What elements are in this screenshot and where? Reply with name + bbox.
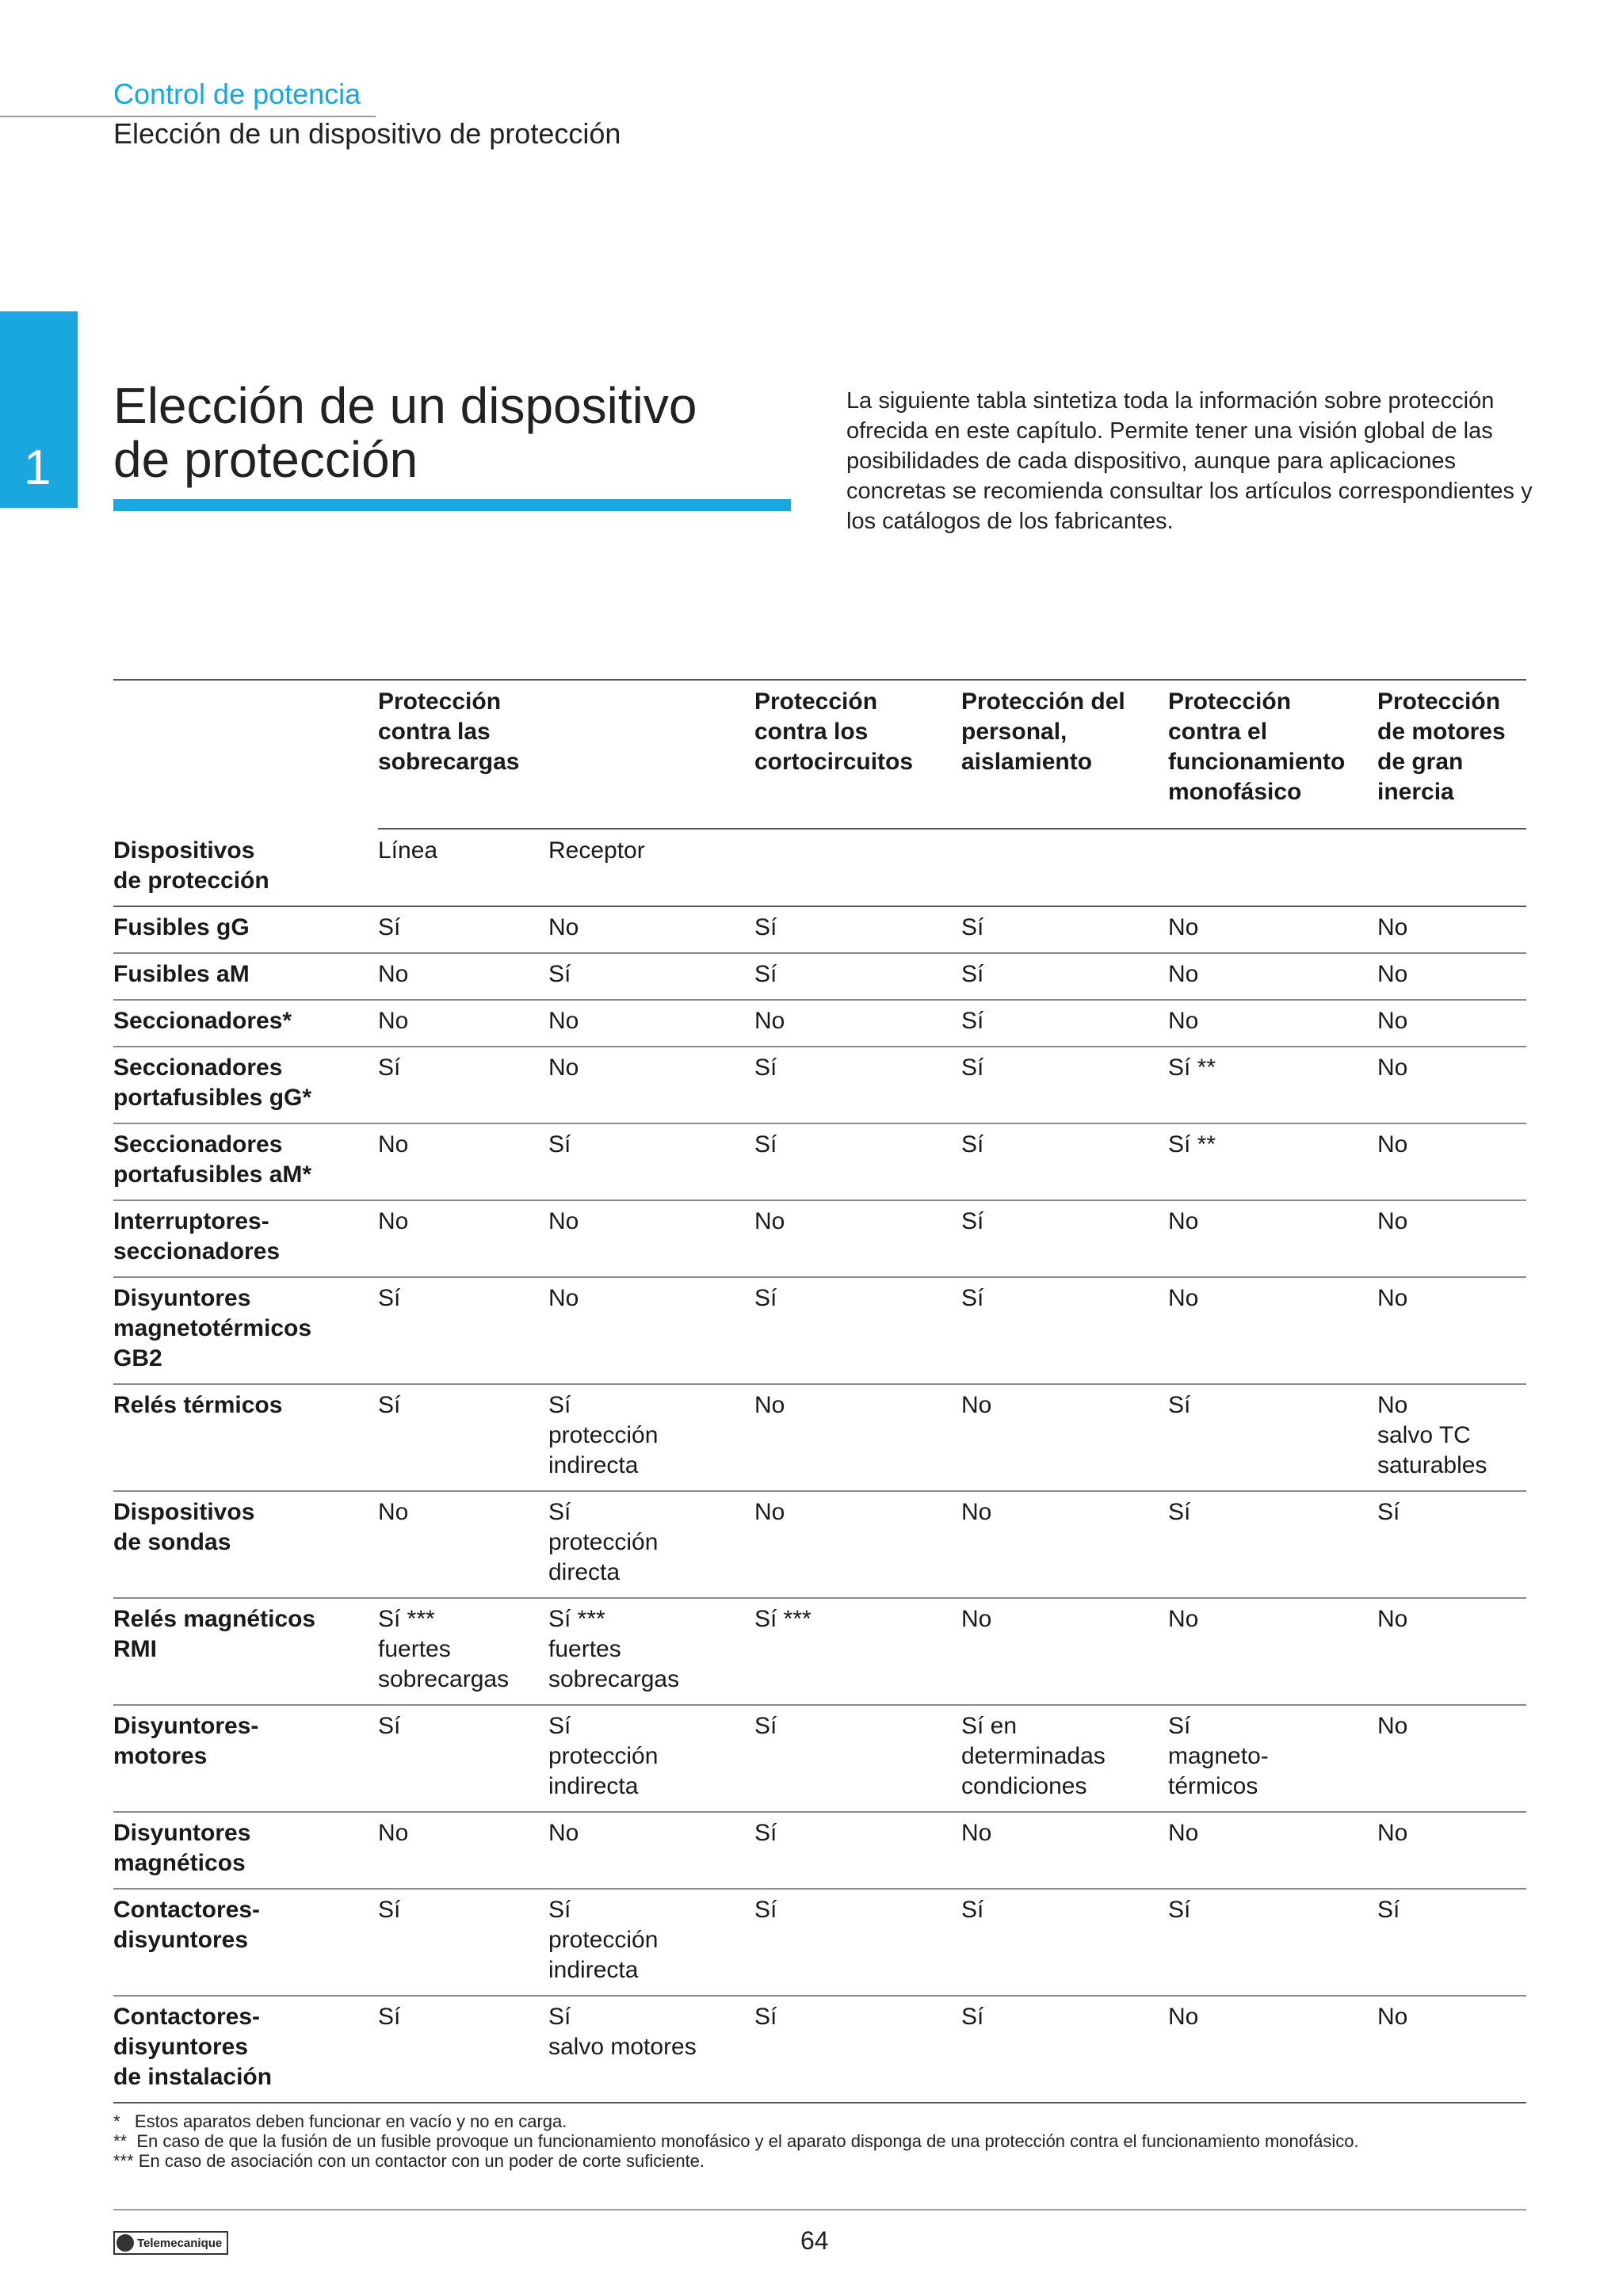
- table-cell: Sí: [754, 914, 777, 940]
- brand-name: Telemecanique: [137, 2236, 223, 2250]
- table-cell: No: [1377, 1131, 1408, 1158]
- device-name: Seccionadores portafusibles gG*: [113, 1055, 312, 1111]
- column-group-header: Protección del personal, aislamiento: [961, 688, 1125, 775]
- column-group-header: Protección contra los cortocircuitos: [754, 688, 914, 775]
- table-cell: No: [1377, 2004, 1408, 2030]
- table-cell: Sí **: [1168, 1055, 1216, 1081]
- table-top-rule: [113, 679, 1526, 681]
- table-cell: No salvo TC saturables: [1377, 1392, 1487, 1478]
- table-cell: No: [378, 1008, 409, 1034]
- table-cell: No: [1168, 1820, 1199, 1846]
- table-cell: Sí: [754, 1713, 777, 1739]
- subsection-title: Elección de un dispositivo de protección: [113, 117, 621, 150]
- table-cell: No: [378, 1131, 409, 1158]
- table-cell: No: [754, 1208, 785, 1234]
- brand-mark-icon: [116, 2234, 134, 2252]
- table-cell: No: [1377, 1008, 1408, 1034]
- chapter-number: 1: [24, 441, 52, 495]
- table-cell: Sí **: [1168, 1131, 1216, 1158]
- table-cell: Sí: [378, 1713, 401, 1739]
- table-cell: No: [1377, 1713, 1408, 1739]
- device-name: Fusibles aM: [113, 961, 250, 987]
- table-cell: Sí en determinadas condiciones: [961, 1713, 1106, 1799]
- column-group-header: Protección contra el funcionamiento monofásico: [1168, 688, 1346, 805]
- table-cell: No: [1377, 914, 1408, 940]
- device-name: Dispositivos de sondas: [113, 1499, 255, 1555]
- table-cell: No: [378, 1820, 409, 1846]
- header-rule: [378, 828, 1526, 830]
- device-name: Disyuntores magnéticos: [113, 1820, 251, 1876]
- row-divider: [113, 1490, 1526, 1492]
- table-cell: Sí: [961, 1055, 984, 1081]
- table-cell: Sí protección directa: [548, 1499, 659, 1585]
- table-cell: Sí: [961, 1285, 984, 1311]
- row-divider: [113, 1995, 1526, 1997]
- table-cell: Sí *** fuertes sobrecargas: [378, 1606, 510, 1692]
- row-divider: [113, 1383, 1526, 1385]
- table-cell: No: [378, 1499, 409, 1525]
- table-cell: No: [1168, 1008, 1199, 1034]
- device-name: Seccionadores*: [113, 1008, 292, 1034]
- device-name: Contactores- disyuntores: [113, 1897, 261, 1953]
- table-cell: No: [1377, 961, 1408, 987]
- row-divider: [113, 1046, 1526, 1047]
- row-divider: [113, 1123, 1526, 1124]
- table-cell: Sí: [754, 961, 777, 987]
- row-divider: [113, 1811, 1526, 1813]
- row-divider: [113, 1704, 1526, 1706]
- table-cell: Sí: [1168, 1392, 1191, 1418]
- footnote: *** En caso de asociación con un contactor con un poder de corte suficiente.: [113, 2151, 705, 2171]
- table-cell: Sí protección indirecta: [548, 1897, 659, 1983]
- table-cell: No: [754, 1008, 785, 1034]
- table-cell: Sí: [754, 2004, 777, 2030]
- table-cell: Sí: [378, 1392, 401, 1418]
- table-cell: No: [961, 1392, 992, 1418]
- brand-logo: [113, 2231, 228, 2255]
- table-cell: No: [548, 1008, 579, 1034]
- row-divider: [113, 999, 1526, 1001]
- table-cell: No: [1377, 1820, 1408, 1846]
- section-title: Control de potencia: [113, 78, 361, 110]
- table-bottom-rule: [113, 2102, 1526, 2103]
- table-cell: Sí: [961, 1008, 984, 1034]
- table-cell: Sí ***: [754, 1606, 812, 1632]
- table-cell: No: [1377, 1055, 1408, 1081]
- table-cell: Sí protección indirecta: [548, 1392, 659, 1478]
- table-cell: No: [378, 1208, 409, 1234]
- table-cell: Sí: [961, 1131, 984, 1158]
- table-cell: No: [1168, 2004, 1199, 2030]
- table-cell: Sí: [961, 961, 984, 987]
- device-name: Relés térmicos: [113, 1392, 283, 1418]
- column-group-header: Protección contra las sobrecargas: [378, 688, 520, 775]
- table-cell: Sí *** fuertes sobrecargas: [548, 1606, 680, 1692]
- title-underline: [113, 499, 791, 511]
- device-name: Fusibles gG: [113, 914, 250, 940]
- sub-header: Línea: [378, 837, 438, 864]
- table-cell: Sí: [754, 1285, 777, 1311]
- footer-rule: [113, 2209, 1526, 2210]
- intro-paragraph: La siguiente tabla sintetiza toda la información sobre protección ofrecida en este capítulo. Permite tener una visión global de las posibilidades de cada dispositivo, aunque para aplicaciones concretas se recomienda consultar los artículos correspondientes y los catálogos de los fabricantes.: [846, 388, 1533, 534]
- table-cell: No: [1168, 914, 1199, 940]
- table-cell: No: [1377, 1606, 1408, 1632]
- table-cell: Sí: [1168, 1897, 1191, 1923]
- device-name: Interruptores- seccionadores: [113, 1208, 281, 1264]
- table-cell: Sí: [378, 1055, 401, 1081]
- device-name: Disyuntores magnetotérmicos GB2: [113, 1285, 312, 1371]
- table-cell: No: [1168, 961, 1199, 987]
- table-cell: No: [548, 1820, 579, 1846]
- table-cell: Sí: [961, 1897, 984, 1923]
- table-cell: Sí: [754, 1131, 777, 1158]
- table-cell: No: [1168, 1285, 1199, 1311]
- table-cell: Sí: [1377, 1897, 1400, 1923]
- footnotes: [113, 2111, 1359, 2171]
- table-cell: No: [1168, 1606, 1199, 1632]
- device-name: Disyuntores- motores: [113, 1713, 259, 1769]
- table-cell: No: [754, 1392, 785, 1418]
- row-header-label: Dispositivos de protección: [113, 837, 269, 894]
- row-divider: [113, 1888, 1526, 1890]
- sub-header: Receptor: [548, 837, 645, 864]
- table-cell: Sí magneto- térmicos: [1168, 1713, 1269, 1799]
- footnote: ** En caso de que la fusión de un fusible provoque un funcionamiento monofásico y el aparato disponga de una protección contra el funcionamiento monofásico.: [113, 2131, 1359, 2151]
- table-cell: Sí: [548, 961, 571, 987]
- table-cell: No: [1377, 1208, 1408, 1234]
- table-cell: Sí salvo motores: [548, 2004, 697, 2060]
- table-cell: No: [961, 1606, 992, 1632]
- row-divider: [113, 952, 1526, 954]
- table-cell: Sí: [378, 1285, 401, 1311]
- table-cell: Sí: [961, 2004, 984, 2030]
- table-cell: Sí: [378, 2004, 401, 2030]
- device-name: Seccionadores portafusibles aM*: [113, 1131, 312, 1188]
- table-cell: Sí: [754, 1820, 777, 1846]
- table-cell: No: [1377, 1285, 1408, 1311]
- table-cell: No: [548, 1208, 579, 1234]
- page-title: Elección de un dispositivo de protección: [113, 377, 697, 488]
- table-cell: Sí: [378, 914, 401, 940]
- table-cell: No: [548, 914, 579, 940]
- table-cell: No: [961, 1499, 992, 1525]
- table-cell: Sí: [754, 1055, 777, 1081]
- table-cell: Sí: [1377, 1499, 1400, 1525]
- device-name: Relés magnéticos RMI: [113, 1606, 316, 1662]
- table-cell: Sí: [548, 1131, 571, 1158]
- column-group-header: Protección de motores de gran inercia: [1377, 688, 1506, 805]
- table-cell: Sí: [1168, 1499, 1191, 1525]
- row-divider: [113, 1597, 1526, 1599]
- row-divider: [113, 1199, 1526, 1201]
- table-cell: Sí: [961, 914, 984, 940]
- table-cell: No: [961, 1820, 992, 1846]
- table-cell: No: [378, 961, 409, 987]
- table-cell: No: [548, 1055, 579, 1081]
- table-cell: No: [548, 1285, 579, 1311]
- page-number: 64: [800, 2226, 829, 2255]
- table-cell: Sí: [961, 1208, 984, 1234]
- table-cell: No: [1168, 1208, 1199, 1234]
- table-cell: Sí: [378, 1897, 401, 1923]
- table-cell: No: [754, 1499, 785, 1525]
- table-cell: Sí: [754, 1897, 777, 1923]
- footnote: * Estos aparatos deben funcionar en vacío y no en carga.: [113, 2111, 567, 2131]
- table-cell: Sí protección indirecta: [548, 1713, 659, 1799]
- device-name: Contactores- disyuntores de instalación: [113, 2004, 273, 2090]
- row-divider: [113, 1276, 1526, 1278]
- subheader-rule: [113, 906, 1526, 907]
